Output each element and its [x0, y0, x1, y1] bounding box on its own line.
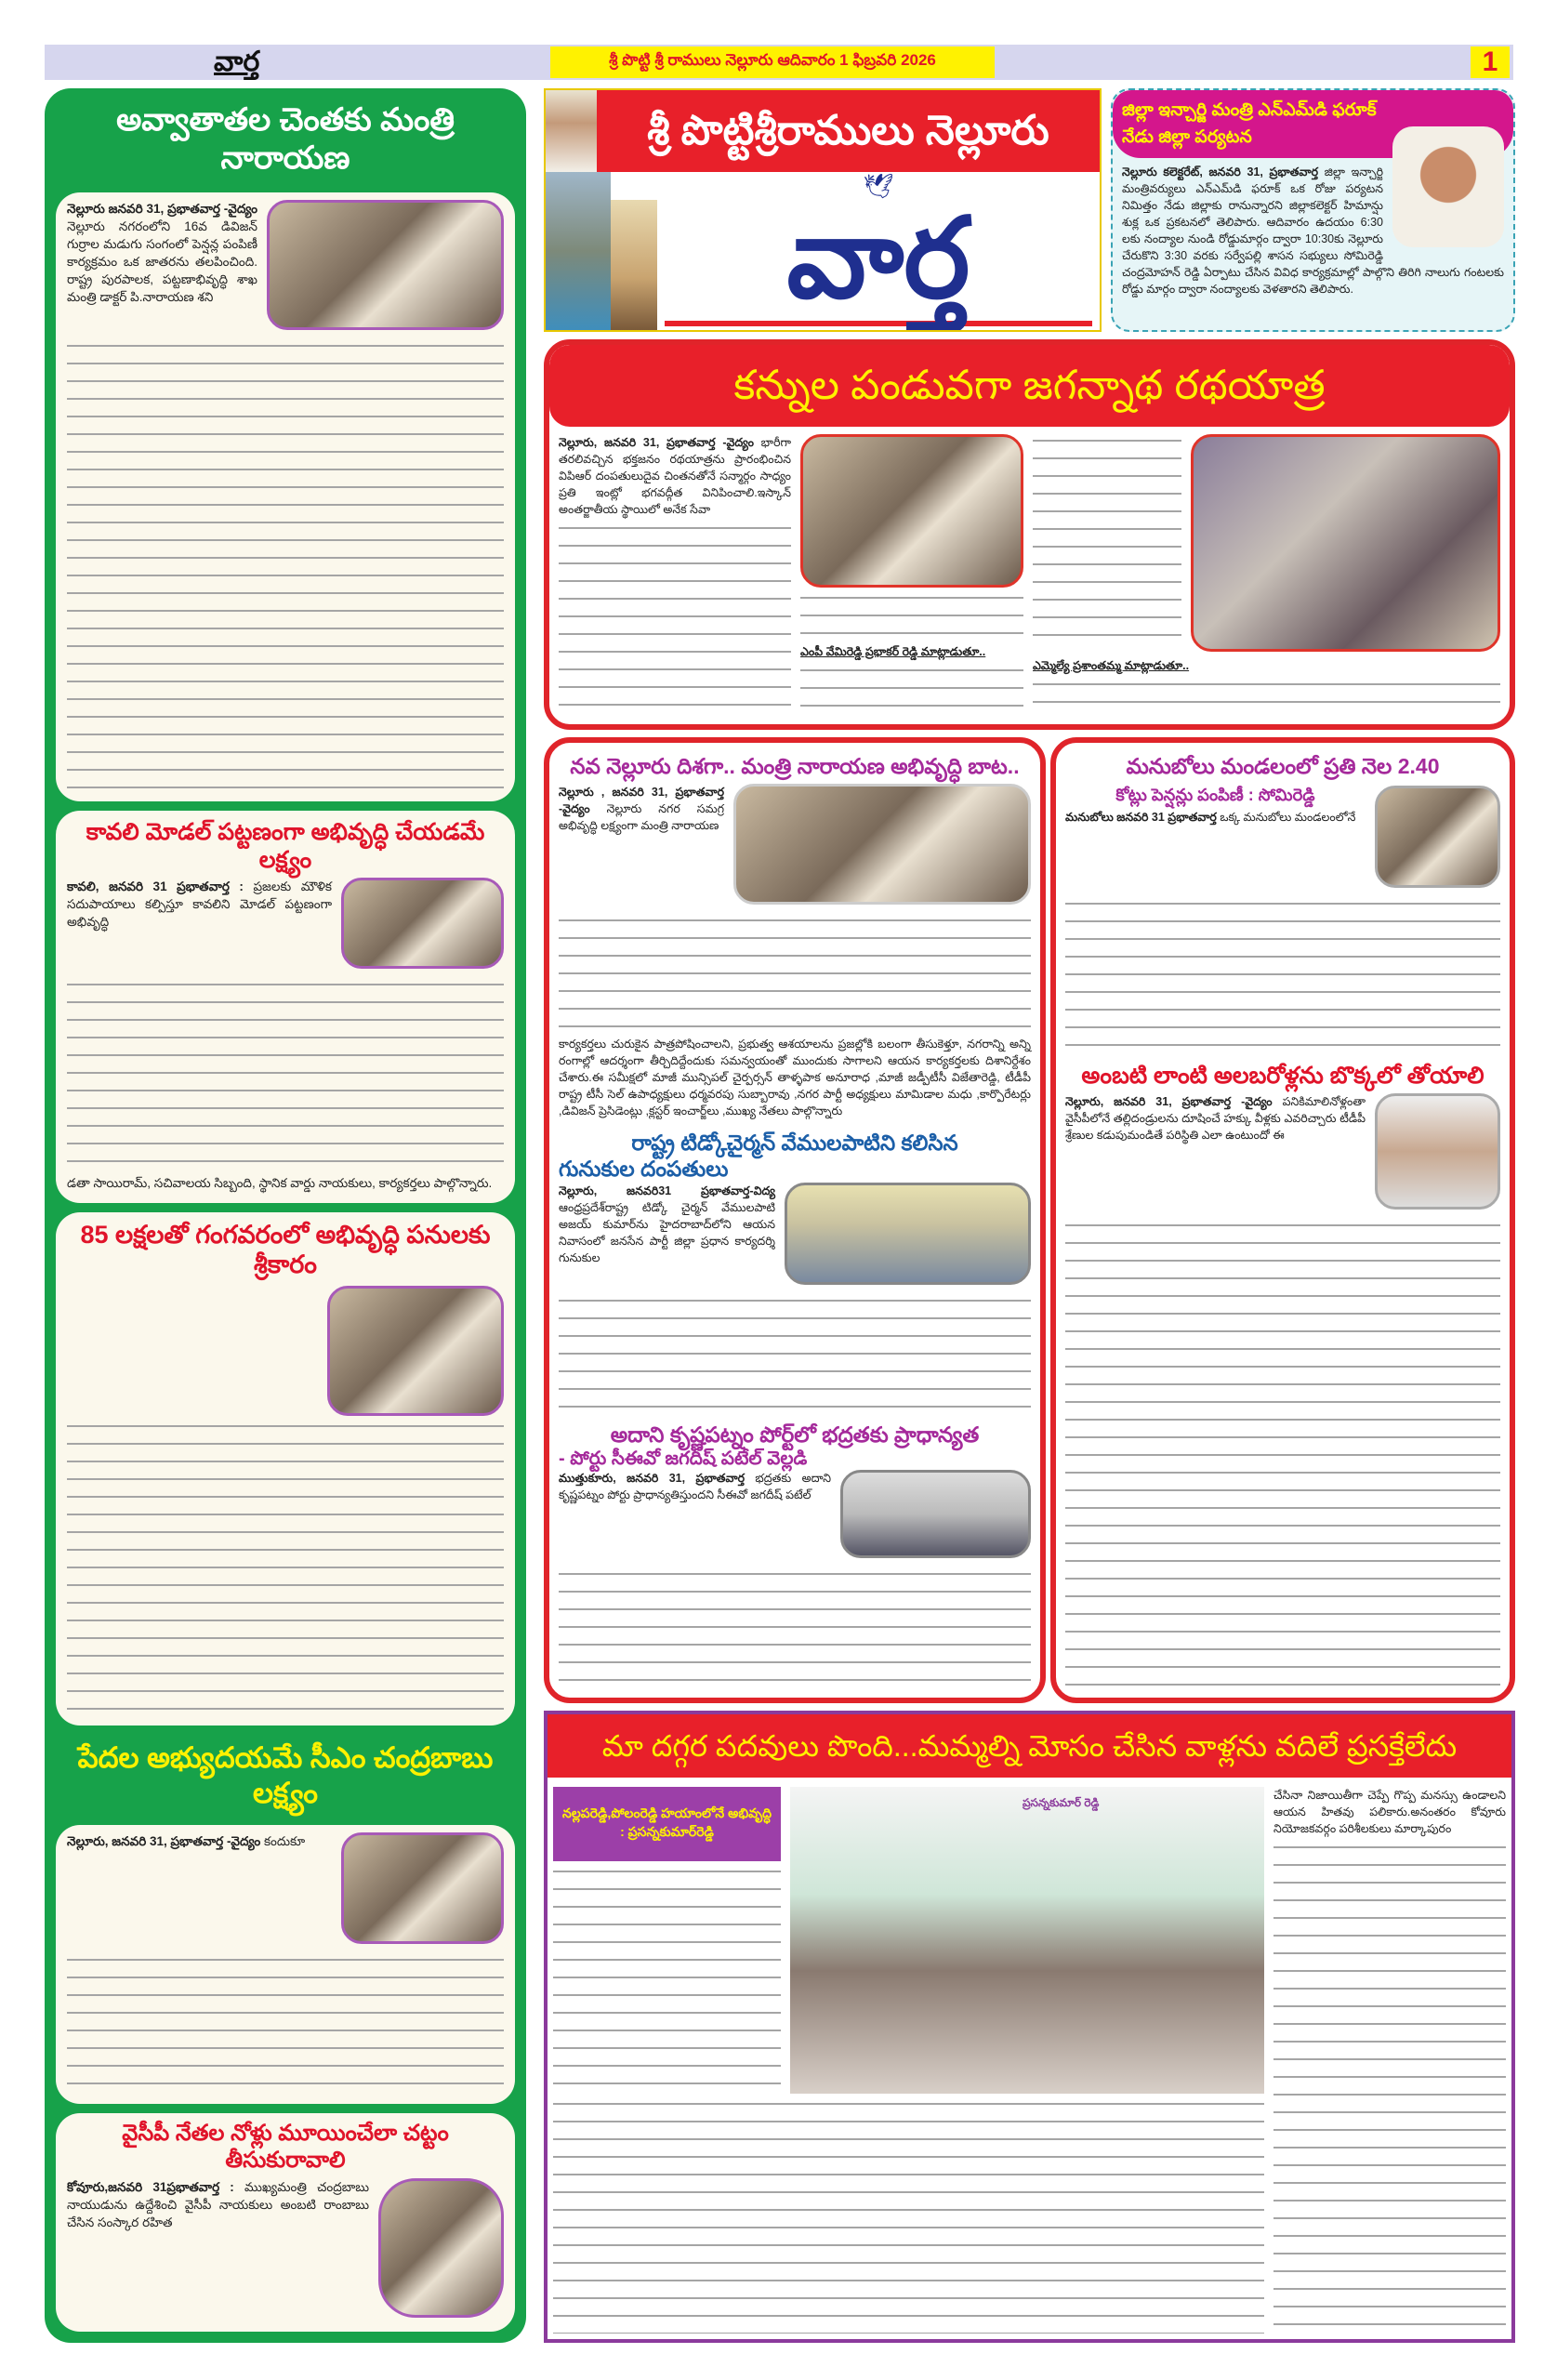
portrait-photo: [546, 90, 597, 172]
center-articles: [544, 737, 1046, 1703]
dateline: నెల్లూరు జనవరి 31, ప్రభాతవార్త -వైద్యం: [67, 201, 257, 216]
article-photo: [267, 200, 504, 330]
rathayatra-photo: [800, 434, 1023, 588]
dateline: నెల్లూరు , జనవరి 31, ప్రభాతవార్త -వైద్యం: [559, 785, 724, 815]
body-text-lines: [67, 1420, 504, 1715]
headline-pedala: పేదల అభ్యుదయమే సీఎం చంద్రబాబు లక్ష్యం: [77, 1741, 494, 1809]
body-text-lines: [67, 1953, 504, 2093]
body-text-lines: [559, 914, 1031, 1033]
headline-kavali: కావలి మోడల్ పట్టణంగా అభివృద్ధి చేయడమే లక్ష్యం: [86, 818, 485, 873]
headline-tidco-1: రాష్ట్ర టిడ్కోచైర్మన్ వేములపాటిని కలిసిన: [631, 1130, 958, 1156]
body-text-lines: [1273, 1841, 1506, 2334]
article-photo: [327, 1286, 504, 1416]
article-rathayatra: [544, 339, 1515, 730]
dateline: నెల్లూరు, జనవరి 31, ప్రభాతవార్త -వైద్యం: [1065, 1095, 1273, 1109]
article-photo: [840, 1470, 1031, 1558]
body-text-lines: [559, 1567, 1031, 1686]
body-text-lines: [67, 978, 504, 1170]
article-closing: కార్యకర్తలు చురుకైన పాత్రపోషించాలని, ప్రభుత్వ ఆశయాలను ప్రజల్లోకి బలంగా తీసుకెళ్తూ, నగరాన్ని అన్ని రంగాల్లో ఆదర్శంగా తీర్చిదిద్దేందుకు సమన్వయంతో ముందుకు సాగాలని ఆయన కార్యకర్తలకు దిశానిర్దేశం చేశారు.ఈ సమీక్షలో మాజీ మున్సిపల్ చైర్పర్సన్ తాళ్ళపాక అనూరాధ ,మాజీ జడ్పీటీసీ విజేతారెడ్డి, టీడీపీ రాష్ట్ర టీసీ సెల్ ఉపాధ్యక్షులు ధర్మవరపు సుబ్బారావు ,నగర పార్టీ అధ్యక్షులు మామిడాల మధు ,కార్పొరేటర్లు ,డివిజన్ ప్రెసిడెంట్లు ,క్లస్టర్ ఇంచార్జ్‌లు ,ముఖ్య నేతలు పాల్గొన్నారు: [559, 1038, 1031, 1118]
article-body: పనికిమాలినోళ్లంతా వైసీపీలోనే తల్లిదండ్రులను దూషించే హక్కు వీళ్లకు ఎవరిచ్చారు టీడీపీ శ్రేణుల కడుపుమండితే పరిస్థితి ఎలా ఉంటుందో ఈ: [1065, 1095, 1366, 1143]
headline-ambati: అంబటి లాంటి అలబరోళ్లను బొక్కలో తోయాలి: [1081, 1063, 1484, 1090]
article-ycp-leaders: [56, 2113, 515, 2332]
article-body: నెల్లూరు నగర సమగ్ర అభివృద్ధి లక్ష్యంగా మంత్రి నారాయణ: [559, 801, 724, 832]
article-photo: [1375, 1093, 1500, 1210]
headline-avvatatala: అవ్వాతాతల చెంతకు మంత్రి నారాయణ: [116, 102, 455, 176]
headline-rathayatra: కన్నుల పండువగా జగన్నాథ రథయాత్ర: [549, 345, 1510, 427]
article-photo: [341, 1832, 504, 1944]
article-photo: [785, 1183, 1031, 1285]
middle-row: [544, 737, 1515, 1703]
article-avvatatala: [56, 192, 515, 801]
temple-photo: [611, 200, 657, 330]
body-text-lines: [67, 339, 504, 790]
dateline: నెల్లూరు, జనవరి31 ప్రభాతవార్త-విద్య: [559, 1183, 775, 1197]
dateline: మనుబోలు జనవరి 31 ప్రభాతవార్త: [1065, 811, 1217, 825]
headline-farooq-2: నేడు జిల్లా పర్యటన: [1122, 126, 1252, 147]
body-text-lines: [559, 1294, 1031, 1413]
dateline: నెల్లూరు కలెక్టరేట్, జనవరి 31, ప్రభాతవార్త: [1122, 165, 1319, 178]
article-prasanna: [544, 1711, 1515, 2343]
body-text-lines: [1033, 678, 1500, 715]
article-photo: [378, 2178, 504, 2318]
dateline: నెల్లూరు, జనవరి 31, ప్రభాతవార్త -వైద్యం: [559, 436, 754, 449]
article-body: భద్రతకు అదాని కృష్ణపట్నం పోర్టు ప్రాధాన్యతిస్తుందని సీఈవో జగదీష్ పటేల్: [559, 1472, 831, 1502]
headline-prasanna: మా దగ్గర పదవులు పొంది...మమ్మల్ని మోసం చేసిన వాళ్లను వదిలే ప్రసక్తేలేదు: [548, 1714, 1511, 1778]
article-pedala: [56, 1825, 515, 2104]
dateline: శ్రీ పొట్టి శ్రీ రాములు నెల్లూరు ఆదివారం 1 ఫిబ్రవరి 2026: [550, 46, 995, 78]
masthead-logo: వార్త: [786, 196, 970, 321]
right-column-text: చేసినా నిజాయితీగా చెప్పే గొప్ప మనస్సు ఉండాలని ఆయన హితవు పలికారు.అనంతరం కోవూరు నియోజకవర్గం పరిశీలకులు మార్కాపురం: [1273, 1789, 1506, 1835]
left-column: [45, 88, 526, 2343]
body-text-lines: [1065, 897, 1500, 1053]
body-text-lines: [559, 522, 791, 715]
headline-tidco-2: గునుకుల దంపతులు: [559, 1157, 729, 1182]
body-text-lines: [553, 1865, 781, 2094]
article-body: జిల్లా ఇన్చార్జి మంత్రివర్యులు ఎన్ఎమ్‌డి ఫరూక్ ఒక రోజు పర్యటన నిమిత్తం నేడు జిల్లాకు రానున్నారని జిల్లాకలెక్టర్ హిమాన్షు శుక్ల ఒక ప్రకటనలో తెలిపారు. ఆదివారం ఉదయం 6:30 లకు నంద్యాల నుండి రోడ్డుమార్గం ద్వారా 10:30కు నెల్లూరు చేరుకొని 3:30 వరకు సర్వేపల్లి శాసన సభ్యులు సోమిరెడ్డి చంద్రమోహన్ రెడ్డి ఏర్పాటు చేసిన వివిధ కార్యక్రమాల్లో పాల్గొని తిరిగి నాలుగు గంటలకు రోడ్డు మార్గం ద్వారా నంద్యాలకు వెళతారని తెలిపారు.: [1122, 165, 1504, 296]
body-text-lines: [1065, 1219, 1500, 1686]
article-photo: [733, 784, 1031, 905]
sidebar-title: నల్లపరెడ్డి,పోలంరెడ్డి హయాంలోనే అభివృద్ధి : ప్రసన్నకుమార్‌రెడ్డి: [553, 1787, 781, 1861]
headline-farooq-1: జిల్లా ఇన్చార్జి మంత్రి ఎన్ఎమ్‌డి ఫరూక్: [1122, 100, 1377, 120]
article-body: ఆంధ్రప్రదేశ్‌రాష్ట్ర టిడ్కో చైర్మన్ వేములపాటి అజయ్ కుమార్‌ను హైదరాబాద్‌లోని ఆయన నివాసంలో జనసేన పార్టీ జిల్లా ప్రధాన కార్యదర్శి గునుకుల: [559, 1200, 775, 1264]
subhead-manubolu: కోట్లు పెన్షన్లు పంపిణీ : సోమిరెడ్డి: [1115, 785, 1315, 804]
subhead-mla: ఎమ్మెల్యే ప్రశాంతమ్మ మాట్లాడుతూ..: [1033, 659, 1190, 672]
article-photo: [341, 878, 504, 969]
article-body: నెల్లూరు నగరంలోని 16వ డివిజన్ గుర్రాల మడుగు సంగంలో పెన్షన్ల పంపిణీ కార్యక్రమం ఒక జాతరను తలపించింది. రాష్ట్ర పురపాలక, పట్టణాభివృద్ధి శాఖ మంత్రి డాక్టర్ పి.నారాయణ శని: [67, 218, 257, 304]
dateline: కావలి, జనవరి 31 ప్రభాతవార్త :: [67, 879, 244, 893]
minister-photo: [1392, 126, 1504, 247]
article-farooq: [1111, 88, 1515, 332]
masthead: [544, 88, 1102, 332]
body-text-lines: [553, 2097, 1264, 2334]
edition-name: శ్రీ పొట్టిశ్రీరాములు నెల్లూరు: [597, 90, 1100, 172]
page-number: 1: [1471, 46, 1510, 78]
article-photo: [1375, 786, 1500, 888]
bridge-port-photo: [546, 172, 611, 330]
dove-icon: 🕊: [863, 172, 894, 200]
main-area: [544, 88, 1515, 2343]
article-body: ఒక్క మనుబోలు మండలంలోనే: [1220, 811, 1356, 825]
body-text-lines: [800, 591, 1023, 643]
right-articles: [1050, 737, 1515, 1703]
body-text-lines: [800, 664, 1023, 716]
dateline: నెల్లూరు, జనవరి 31, ప్రభాతవార్త -వైద్యం: [67, 1833, 261, 1848]
photo-banner-text: ప్రసన్నకుమార్ రెడ్డి: [1023, 1796, 1100, 1809]
dateline: కోవూరు,జనవరి 31ప్రభాతవార్త :: [67, 2179, 234, 2194]
article-gangavaram: [56, 1212, 515, 1726]
article-body: భారీగా తరలివచ్చిన భక్తజనం రథయాత్రను ప్రారంభించిన విపిఆర్ దంపతులుదైవ చింతనతోనే సన్మార్గం సాధ్యం ప్రతి ఇంట్లో భగవద్గీత వినిపించాలి.ఇస్కాన్ అంతర్జాతీయ స్థాయిలో అనేక సేవా: [559, 436, 791, 516]
headline-nava-nellore: నవ నెల్లూరు దిశగా.. మంత్రి నారాయణ అభివృద్ధి బాట..: [570, 754, 1020, 778]
article-body: ముఖ్యమంత్రి చంద్రబాబు నాయుడును ఉద్దేశించి వైసీపీ నాయకులు అంబటి రాంబాబు చేసిన సంస్కార రహిత: [67, 2179, 369, 2229]
small-logo: వార్త: [214, 46, 260, 77]
subhead-mp: ఎంపీ వేమిరెడ్డి ప్రభాకర్ రెడ్డి మాట్లాడుతూ..: [800, 644, 986, 658]
headline-manubolu: మనుబోలు మండలంలో ప్రతి నెల 2.40: [1126, 754, 1440, 778]
body-text-lines: [1033, 434, 1181, 652]
headline-adani: అదాని కృష్ణపట్నం పోర్ట్‌లో భద్రతకు ప్రాధాన్యత: [610, 1421, 980, 1447]
meeting-photo: [790, 1787, 1264, 2094]
dateline: ముత్తుకూరు, జనవరి 31, ప్రభాతవార్త: [559, 1472, 746, 1486]
headline-gangavaram: 85 లక్షలతో గంగవరంలో అభివృద్ధి పనులకు శ్రీకారం: [80, 1220, 491, 1279]
article-body: కందుకూ: [263, 1833, 306, 1848]
subhead-adani: - పోర్టు సీఈవో జగదీష్ పటేల్ వెల్లడి: [559, 1448, 808, 1470]
top-row: [544, 88, 1515, 332]
article-body: ప్రజలకు మౌళిక సదుపాయాలు కల్పిస్తూ కావలిని మోడల్ పట్టణంగా అభివృద్ధి: [67, 879, 332, 929]
farooq-body: [1113, 158, 1513, 303]
crowd-photo: [1191, 434, 1500, 652]
article-kavali: [56, 811, 515, 1203]
article-closing: డతా సాయిరామ్, సచివాలయ సిబ్బంది, స్థానిక వార్డు నాయకులు, కార్యకర్తలు పాల్గొన్నారు.: [67, 1175, 493, 1190]
headline-ycp-leaders: వైసీపీ నేతల నోళ్లు మూయించేలా చట్టం తీసుకురావాలి: [122, 2121, 449, 2173]
